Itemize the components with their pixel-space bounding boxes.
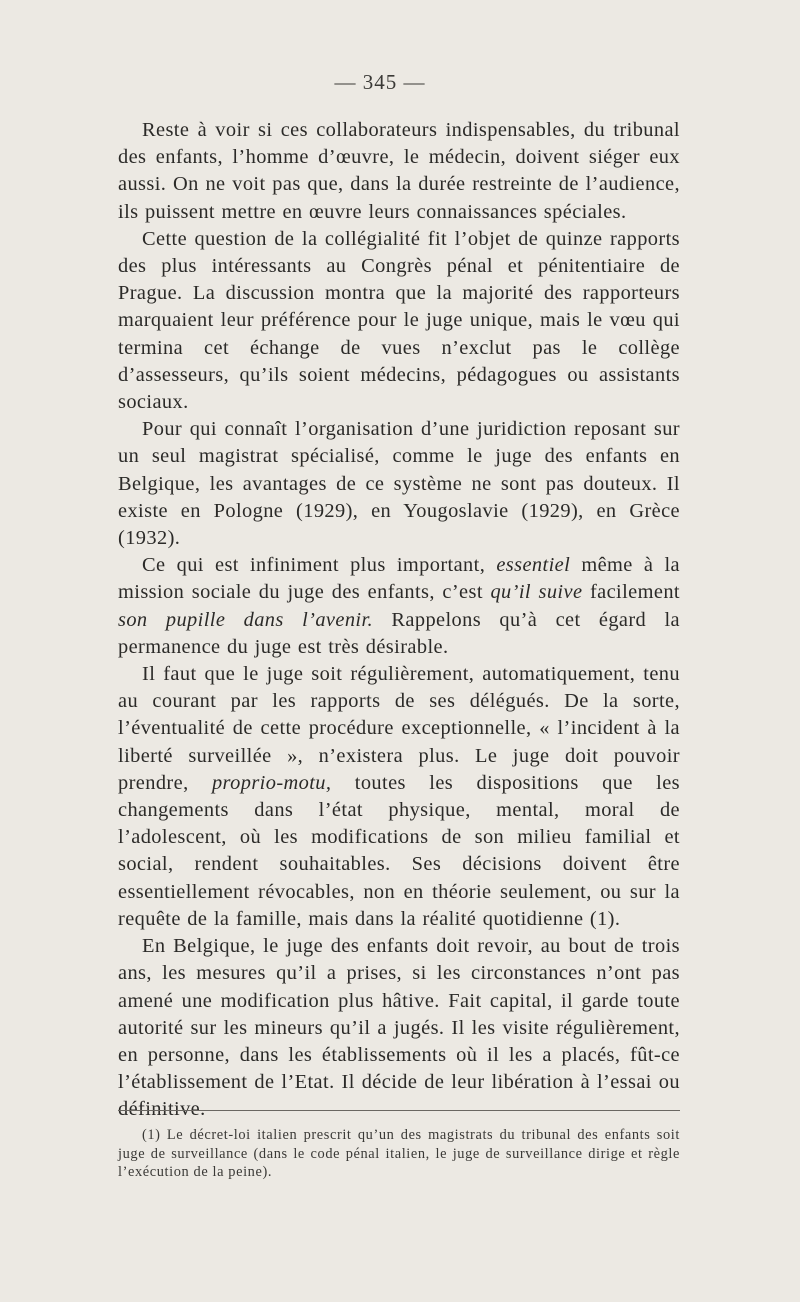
- paragraph-text: Rappelons qu’à cet égard la permanence du juge est très désirable.: [118, 608, 680, 658]
- paragraph-text: En Belgique, le juge des enfants doit revoir, au bout de trois ans, les mesures qu’il a prises, si les circonstances n’ont pas amené une modification plus hâtive. Fait capital, il garde toute autorité sur les mineurs qu’il a jugés. Il les visite régulièrement, en personne, dans les établissements où il les a placés, fût-ce l’établissement de l’Etat. Il décide de leur libération à l’essai ou définitive.: [118, 935, 680, 1121]
- paragraph-text: Il faut que le juge soit régulièrement, automatiquement, tenu au courant par les rapports de ses délégués. De la sorte, l’éventualité de cette procédure exceptionnelle, « l’incident à la liberté surveillée », n’existera plus. Le juge doit pouvoir prendre,: [118, 663, 680, 794]
- italic-text: essentiel: [496, 554, 571, 577]
- paragraph: [118, 416, 680, 552]
- paragraph-text: Cette question de la collégialité fit l’objet de quinze rapports des plus intéressants au Congrès pénal et pénitentiaire de Prague. La discussion montra que la majorité des rapporteurs marquaient leur préférence pour le juge unique, mais le vœu qui termina cet échange de vues n’exclut pas le collège d’assesseurs, qu’ils soient médecins, pédagogues ou assistants sociaux.: [118, 227, 680, 414]
- paragraph: [118, 661, 680, 933]
- body-text: [118, 117, 680, 1124]
- italic-text: qu’il suive: [490, 581, 583, 604]
- paragraph-text: même à la mission sociale du juge des enfants, c’est: [118, 554, 680, 604]
- footnote: (1) Le décret-loi italien prescrit qu’un des magistrats du tribunal des enfants soit juge de surveillance (dans le code pénal italien, le juge de surveillance dirige et règle l’exécution de la peine).: [118, 1127, 680, 1180]
- paragraph-text: Pour qui connaît l’organisation d’une juridiction reposant sur un seul magistrat spécialisé, comme le juge des enfants en Belgique, les avantages de ce système ne sont pas douteux. Il existe en Pologne (1929), en Yougoslavie (1929), en Grèce (1932).: [118, 418, 680, 550]
- paragraph: [118, 117, 680, 226]
- italic-text: son pupille dans l’avenir.: [118, 608, 374, 631]
- paragraph-text: facilement: [582, 581, 680, 604]
- paragraph-text: Ce qui est infiniment plus important,: [142, 554, 497, 577]
- paragraph: [118, 552, 680, 661]
- paragraph: [118, 933, 680, 1123]
- footnote-divider: [118, 1110, 680, 1111]
- paragraph-text: toutes les dispositions que les changements dans l’état physique, mental, moral de l’adolescent, où les modifications de son milieu familial et social, rendent souhaitables. Ses décisions doivent être essentiellement révocables, non en théorie seulement, ou sur la requête de la famille, mais dans la réalité quotidienne (1).: [118, 771, 680, 930]
- italic-text: proprio-motu,: [211, 771, 332, 794]
- paragraph: [118, 226, 680, 416]
- paragraph-text: Reste à voir si ces collaborateurs indispensables, du tribunal des enfants, l’homme d’œuvre, le médecin, doivent siéger eux aussi. On ne voit pas que, dans la durée restreinte de l’audience, ils puissent mettre en œuvre leurs connaissances spéciales.: [118, 119, 680, 223]
- page-number: — 345 —: [334, 70, 426, 94]
